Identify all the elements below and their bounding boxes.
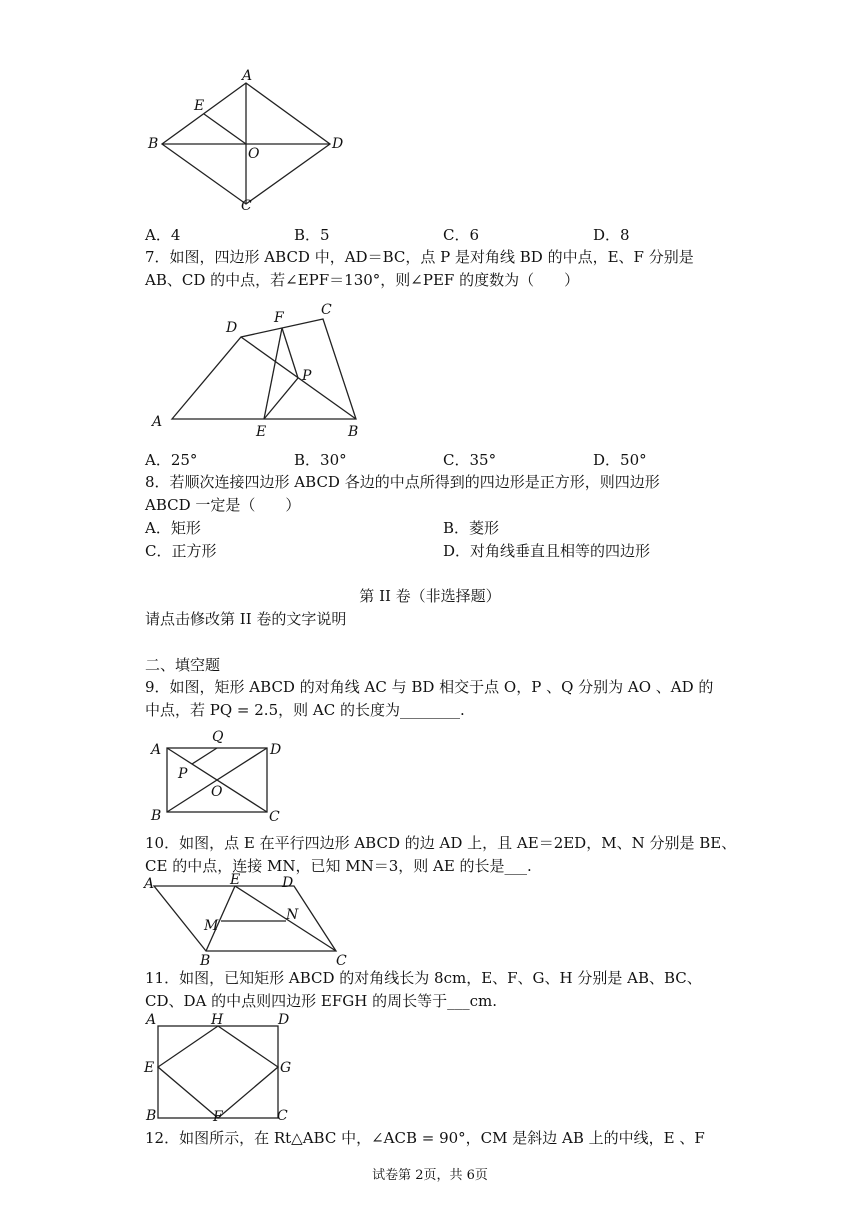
q7-label-P: P — [302, 368, 312, 384]
q6-label-B: B — [148, 136, 159, 152]
q7-text-line1: 7．如图，四边形 ABCD 中，AD＝BC，点 P 是对角线 BD 的中点，E、F 分别是 — [145, 248, 694, 266]
q11-text-line1: 11．如图，已知矩形 ABCD 的对角线长为 8cm，E、F、G、H 分别是 AB、BC、 — [145, 969, 702, 987]
q7-label-C: C — [321, 302, 332, 318]
q11-label-E: E — [144, 1060, 155, 1076]
q10-label-E: E — [230, 872, 241, 888]
q9-label-C: C — [269, 809, 280, 825]
q11-label-G: G — [280, 1060, 292, 1076]
q7-text-line2: AB、CD 的中点，若∠EPF＝130°，则∠PEF 的度数为（ ） — [145, 271, 580, 289]
q11-label-F: F — [213, 1109, 223, 1125]
q6-option-a: A．4 — [145, 226, 181, 244]
q9-text-line2: 中点，若 PQ = 2.5，则 AC 的长度为________. — [145, 701, 465, 719]
q11-text-line2: CD、DA 的中点则四边形 EFGH 的周长等于___cm. — [145, 992, 497, 1010]
q12-text-line1: 12．如图所示，在 Rt△ABC 中，∠ACB = 90°，CM 是斜边 AB 上的中线，E 、F — [145, 1129, 705, 1147]
q7-label-F: F — [274, 310, 284, 326]
part-heading: 二、填空题 — [145, 656, 221, 674]
q6-label-A: A — [242, 68, 253, 84]
q6-label-C: C — [241, 198, 252, 214]
q10-figure-lines — [154, 886, 336, 951]
q9-label-D: D — [270, 742, 282, 758]
q11-label-D: D — [278, 1012, 290, 1028]
q6-label-E: E — [194, 98, 205, 114]
page-footer: 试卷第 2页，共 6页 — [372, 1168, 488, 1183]
q11-label-H: H — [211, 1012, 224, 1028]
q7-label-E: E — [256, 424, 267, 440]
q11-label-C: C — [277, 1108, 288, 1124]
q10-label-B: B — [200, 953, 211, 969]
q7-option-d: D．50° — [593, 451, 647, 469]
q9-figure — [145, 726, 295, 826]
q10-text-line2: CE 的中点，连接 MN，已知 MN＝3，则 AE 的长是___. — [145, 857, 532, 875]
q10-label-M: M — [204, 918, 219, 934]
q7-label-A: A — [152, 414, 163, 430]
q8-option-c: C．正方形 — [145, 542, 217, 560]
q10-text-line1: 10．如图，点 E 在平行四边形 ABCD 的边 AD 上，且 AE＝2ED，M、N 分别是 BE、 — [145, 834, 737, 852]
q7-label-B: B — [348, 424, 359, 440]
q10-label-A: A — [144, 876, 155, 892]
q6-option-b: B．5 — [294, 226, 330, 244]
q7-option-b: B．30° — [294, 451, 347, 469]
q8-option-b: B．菱形 — [443, 519, 500, 537]
q6-option-c: C．6 — [443, 226, 480, 244]
q6-option-d: D．8 — [593, 226, 630, 244]
q6-figure-lines — [162, 83, 330, 204]
q10-label-D: D — [282, 875, 294, 891]
q6-label-O: O — [248, 146, 260, 162]
q11-figure-lines — [158, 1026, 278, 1118]
q9-label-Q: Q — [212, 729, 224, 745]
q7-label-D: D — [226, 320, 238, 336]
q8-option-a: A．矩形 — [145, 519, 201, 537]
q11-figure — [144, 1010, 304, 1124]
q9-label-O: O — [211, 784, 223, 800]
q8-text-line2: ABCD 一定是（ ） — [145, 496, 301, 514]
q9-label-A: A — [151, 742, 162, 758]
q10-label-C: C — [336, 953, 347, 969]
q7-option-a: A．25° — [145, 451, 198, 469]
q9-label-P: P — [178, 766, 188, 782]
q8-option-d: D．对角线垂直且相等的四边形 — [443, 542, 651, 560]
section-title: 第 II 卷（非选择题） — [359, 587, 501, 605]
q11-label-A: A — [146, 1012, 157, 1028]
q7-option-c: C．35° — [443, 451, 497, 469]
q9-text-line1: 9．如图，矩形 ABCD 的对角线 AC 与 BD 相交于点 O，P 、Q 分别为 AO 、AD 的 — [145, 678, 714, 696]
section-note[interactable]: 请点击修改第 II 卷的文字说明 — [145, 610, 347, 628]
q8-text-line1: 8．若顺次连接四边形 ABCD 各边的中点所得到的四边形是正方形，则四边形 — [145, 473, 660, 491]
q10-figure — [140, 872, 360, 968]
q10-label-N: N — [286, 907, 299, 923]
q6-label-D: D — [332, 136, 344, 152]
q9-label-B: B — [151, 808, 162, 824]
q7-figure-lines — [172, 319, 356, 419]
q7-figure — [140, 298, 380, 440]
q11-label-B: B — [146, 1108, 157, 1124]
q6-figure — [140, 68, 360, 214]
